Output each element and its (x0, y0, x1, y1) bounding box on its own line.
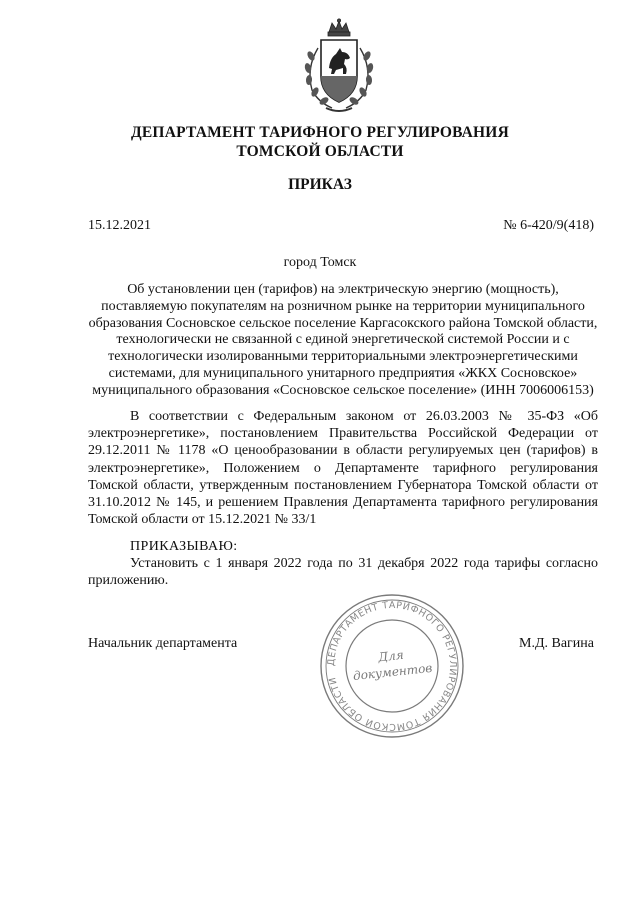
stamp-center-line1: Для (377, 647, 405, 665)
order-directive: ПРИКАЗЫВАЮ: (130, 539, 238, 554)
department-title-line1: ДЕПАРТАМЕНТ ТАРИФНОГО РЕГУЛИРОВАНИЯ (131, 124, 509, 141)
document-number: № 6-420/9(418) (503, 218, 594, 233)
stamp-ring-text: ДЕПАРТАМЕНТ ТАРИФНОГО РЕГУЛИРОВАНИЯ ТОМСКОЙ ОБЛАСТИ (325, 599, 459, 733)
document-subject: Об установлении цен (тарифов) на электрическую энергию (мощность), поставляемую покупателям на розничном рынке на территории муниципального образования Сосновское сельское поселение Каргасокского района Томской области, технологически не связанной с единой энергетической системой России и с технологически изолированными территориальными электроэнергетическими системами, для муниципального унитарного предприятия «ЖКХ Сосновское» муниципального образования «Сосновское сельское поселение» (ИНН 7006006153) (88, 282, 598, 398)
stamp-center-line2: документов (352, 660, 433, 684)
order-clause: Установить с 1 января 2022 года по 31 декабря 2022 года тарифы согласно приложению. (88, 556, 598, 589)
signatory-position: Начальник департамента (88, 636, 238, 651)
official-stamp-icon (318, 592, 466, 740)
document-type: ПРИКАЗ (288, 176, 352, 193)
department-title (60, 123, 580, 161)
coat-of-arms-icon (296, 18, 382, 118)
document-city: город Томск (283, 255, 357, 270)
signatory-name: М.Д. Вагина (519, 636, 594, 651)
department-title-line2: ТОМСКОЙ ОБЛАСТИ (236, 143, 404, 160)
document-date: 15.12.2021 (88, 218, 151, 233)
legal-basis-paragraph: В соответствии с Федеральным законом от 26.03.2003 № 35-ФЗ «Об электроэнергетике», постановлением Правительства Российской Федерации от 29.12.2011 № 1178 «О ценообразовании в области регулируемых цен (тарифов) в электроэнергетике», Положением о Департаменте тарифного регулирования Томской области, утвержденным постановлением Губернатора Томской области от 31.10.2012 № 145, и решением Правления Департамента тарифного регулирования Томской области от 15.12.2021 № 33/1 (88, 409, 598, 528)
